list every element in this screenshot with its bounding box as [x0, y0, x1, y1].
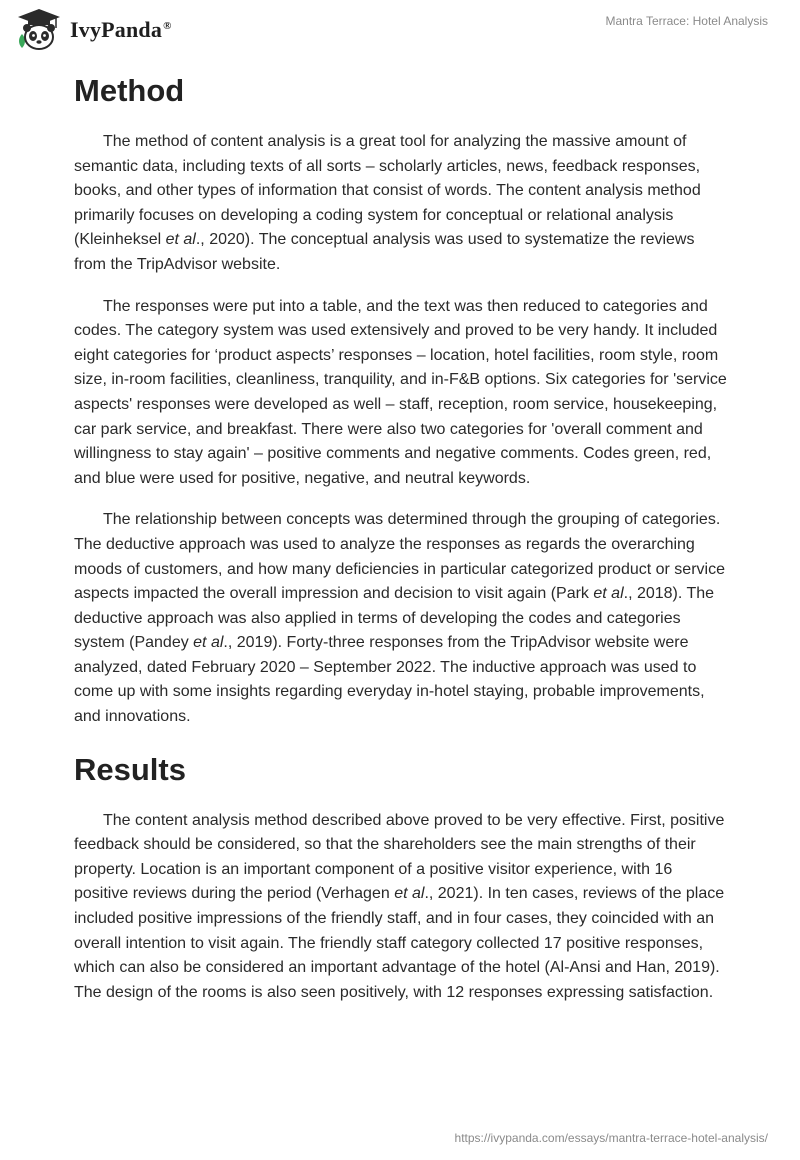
essay-body — [74, 68, 728, 1022]
source-url-link[interactable]: https://ivypanda.com/essays/mantra-terrace-hotel-analysis/ — [454, 1131, 768, 1145]
method-paragraph-3: The relationship between concepts was determined through the grouping of categories. The deductive approach was used to analyze the responses as regards the overarching moods of customers, and how many deficiencies in particular categorized product or service aspects impacted the overall impression and decision to visit again (Park et al., 2018). The deductive approach was also applied in terms of developing the codes and categories system (Pandey et al., 2019). Forty-three responses from the TripAdvisor website were analyzed, dated February 2020 – September 2022. The inductive approach was used to come up with some insights regarding everyday in-hotel staying, probable improvements, and innovations. — [74, 511, 725, 726]
method-heading: Method — [74, 73, 185, 108]
results-section — [74, 747, 728, 1006]
method-paragraph-2: The responses were put into a table, and the text was then reduced to categories and codes. The category system was used extensively and proved to be very handy. It included eight categories for ‘product aspects’ responses – location, hotel facilities, room style, room size, in-room facilities, cleanliness, tranquility, and in-F&B options. Six categories for 'service aspects' responses were developed as well – staff, reception, room service, housekeeping, car park service, and breakfast. There were also two categories for 'overall comment and willingness to stay again' – positive comments and negative comments. Codes green, red, and blue were used for positive, negative, and neutral keywords. — [74, 297, 727, 487]
ivypanda-logo[interactable] — [14, 8, 172, 52]
document-title: Mantra Terrace: Hotel Analysis — [605, 14, 768, 28]
method-paragraph-1: The method of content analysis is a great tool for analyzing the massive amount of semantic data, including texts of all sorts – scholarly articles, news, feedback responses, books, and other types of information that consist of words. The content analysis method primarily focuses on developing a coding system for conceptual or relational analysis (Kleinheksel et al., 2020). The conceptual analysis was used to systematize the reviews from the TripAdvisor website. — [74, 133, 701, 273]
page-header — [0, 0, 800, 60]
panda-icon — [14, 8, 64, 52]
results-paragraph-1: The content analysis method described above proved to be very effective. First, positive feedback should be considered, so that the shareholders see the main strengths of their property. Location is an important component of a positive visitor experience, with 16 positive reviews during the period (Verhagen et al., 2021). In ten cases, reviews of the place included positive impressions of the friendly staff, and in four cases, they coincided with an overall intention to visit again. The friendly staff category collected 17 positive responses, which can also be considered an important advantage of the hotel (Al-Ansi and Han, 2019). The design of the rooms is also seen positively, with 12 responses expressing satisfaction. — [74, 811, 725, 1001]
results-heading: Results — [74, 751, 186, 787]
logo-text: IvyPanda® — [70, 17, 172, 42]
method-section — [74, 68, 728, 730]
